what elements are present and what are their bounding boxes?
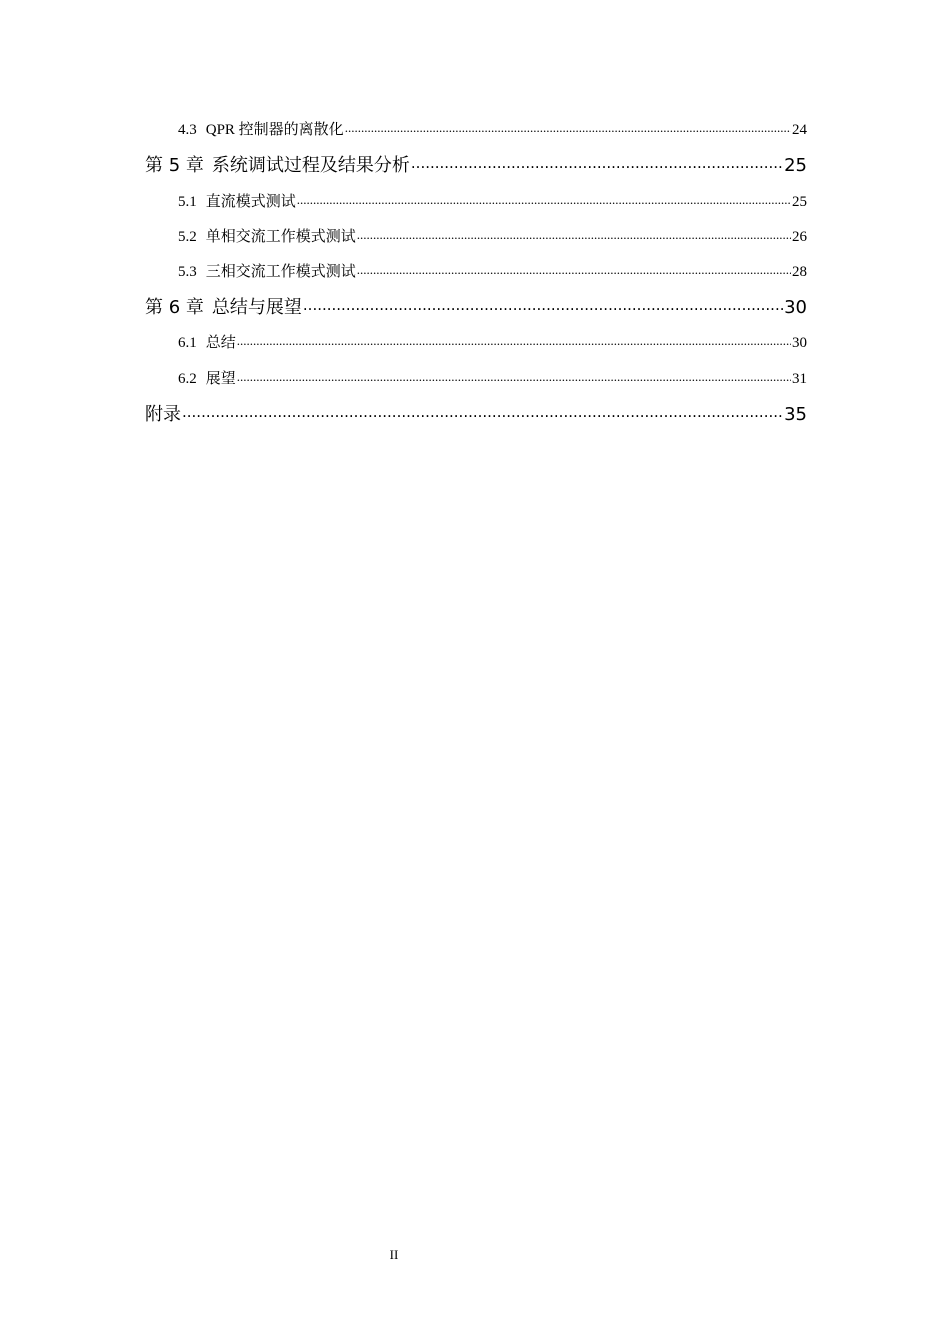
toc-dot-leader [237, 368, 791, 383]
toc-entry-title: QPR 控制器的离散化 [205, 122, 344, 138]
toc-entry-number: 第 6 章 [145, 297, 204, 318]
toc-entry-title: 直流模式测试 [205, 194, 296, 210]
toc-entry-number: 6.1 [178, 335, 197, 351]
toc-dot-leader [357, 261, 791, 276]
toc-dot-leader [303, 295, 783, 313]
toc-entry-page: 35 [784, 404, 807, 425]
toc-entry-title: 总结与展望 [211, 297, 302, 318]
toc-entry-title: 展望 [205, 371, 236, 387]
toc-dot-leader [182, 402, 783, 420]
toc-entry-page: 24 [792, 122, 807, 138]
toc-dot-leader [237, 332, 791, 347]
toc-entry-page: 28 [792, 264, 807, 280]
toc-entry-number: 4.3 [178, 122, 197, 138]
toc-entry-appendix[interactable] [145, 400, 807, 426]
toc-entry-6-1[interactable] [178, 331, 807, 352]
toc-entry-5-2[interactable] [178, 225, 807, 246]
page-number: II [389, 1247, 399, 1262]
toc-entry-number: 第 5 章 [145, 155, 204, 176]
toc-entry-title: 系统调试过程及结果分析 [211, 155, 410, 176]
toc-entry-page: 30 [784, 297, 807, 318]
toc-entry-page: 25 [784, 155, 807, 176]
toc-entry-title: 三相交流工作模式测试 [205, 264, 356, 280]
toc-entry-number: 5.3 [178, 264, 197, 280]
toc-entry-4-3[interactable] [178, 118, 807, 139]
toc-entry-page: 30 [792, 335, 807, 351]
toc-entry-chapter-5[interactable] [145, 151, 807, 177]
toc-entry-chapter-6[interactable] [145, 293, 807, 319]
toc-entry-page: 26 [792, 229, 807, 245]
toc-entry-title: 总结 [205, 335, 236, 351]
toc-dot-leader [357, 226, 791, 241]
toc-entry-title: 单相交流工作模式测试 [205, 229, 356, 245]
toc-entry-page: 31 [792, 371, 807, 387]
toc-entry-6-2[interactable] [178, 367, 807, 388]
toc-entry-page: 25 [792, 194, 807, 210]
toc-entry-number: 5.1 [178, 194, 197, 210]
toc-entry-title: 附录 [145, 404, 181, 425]
toc-entry-number: 5.2 [178, 229, 197, 245]
toc-dot-leader [297, 191, 791, 206]
toc-dot-leader [345, 119, 791, 134]
toc-entry-number: 6.2 [178, 371, 197, 387]
toc-entry-5-1[interactable] [178, 190, 807, 211]
toc-dot-leader [411, 153, 783, 171]
toc-entry-5-3[interactable] [178, 260, 807, 281]
